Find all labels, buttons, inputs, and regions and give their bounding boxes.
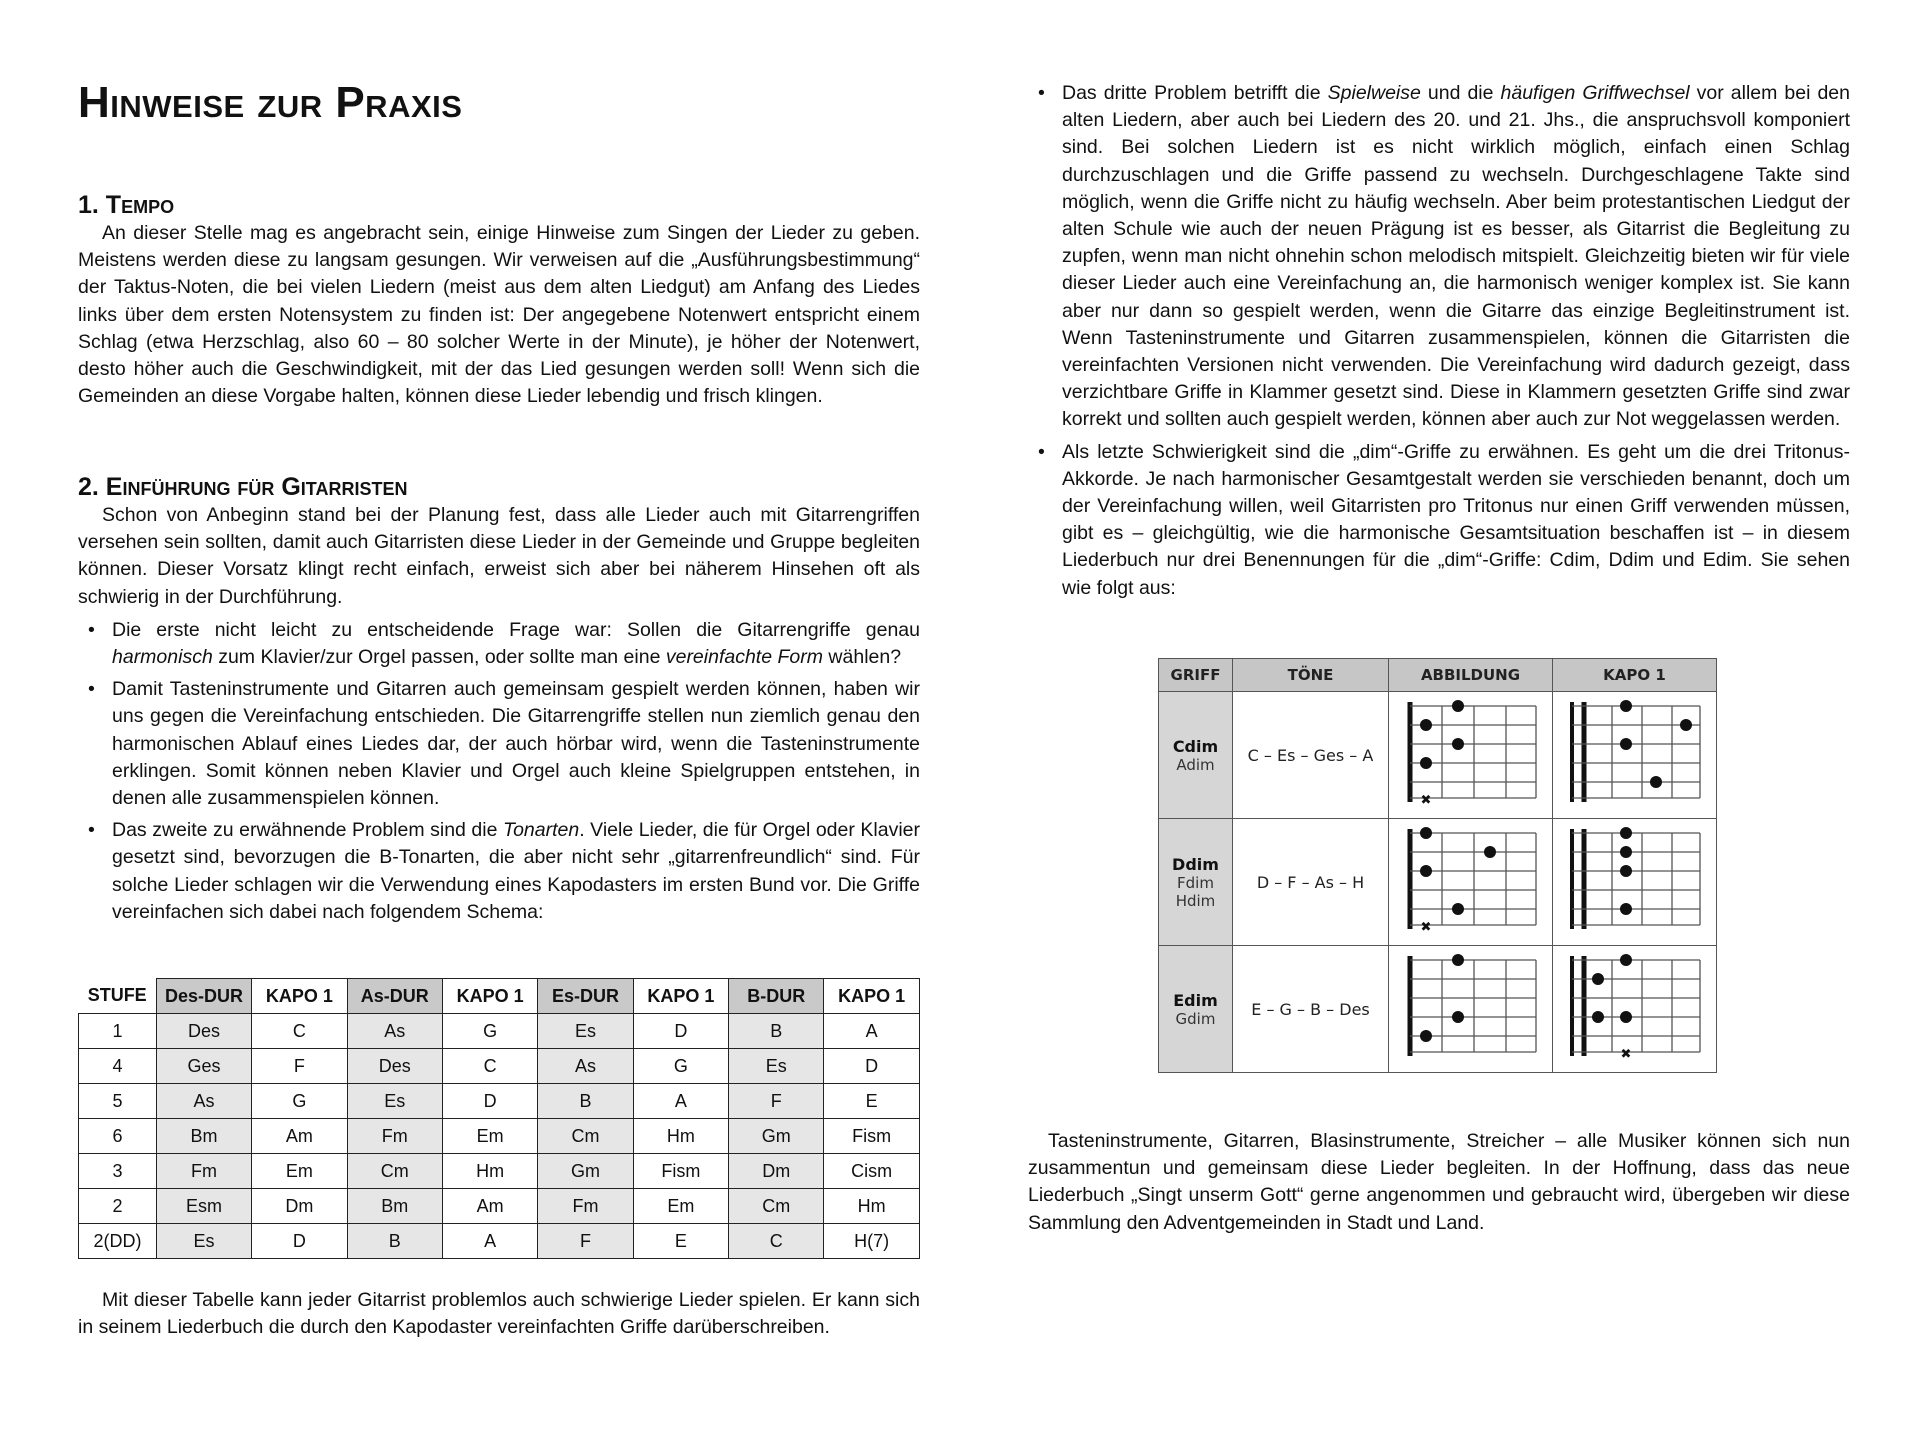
dim-row-edim xyxy=(1159,946,1717,1073)
right-bullet-list xyxy=(1028,80,1850,607)
kapo-header-cell: KAPO 1 xyxy=(633,979,729,1014)
tones-cell: E – G – B – Des xyxy=(1233,946,1389,1073)
dim-header-griff: GRIFF xyxy=(1159,659,1233,692)
table-cell: D xyxy=(252,1224,348,1259)
table-cell: Fism xyxy=(633,1154,729,1189)
table-cell: Cm xyxy=(729,1189,824,1224)
table-cell: Dm xyxy=(729,1154,824,1189)
table-cell: 4 xyxy=(79,1049,157,1084)
table-cell: F xyxy=(252,1049,348,1084)
after-table-paragraph: Mit dieser Tabelle kann jeder Gitarrist problemlos auch schwierige Lieder spielen. Er kann sich in seinem Liederbuch die durch den Kapodaster vereinfachten Griffe darüberschreiben. xyxy=(78,1289,920,1339)
table-row xyxy=(79,1119,920,1154)
table-cell: 1 xyxy=(79,1014,157,1049)
closing-paragraph: Tasteninstrumente, Gitarren, Blasinstrumente, Streicher – alle Musiker können sich nun zusammentun und gemeinsam diese Lieder begleiten. In der Hoffnung, dass das neue Liederbuch „Singt unserm Gott“ gerne angenommen und gebraucht wird, übergeben wir diese Sammlung den Adventgemeinden in Stadt und Land. xyxy=(1028,1130,1850,1234)
table-cell: 6 xyxy=(79,1119,157,1154)
table-cell: F xyxy=(729,1084,824,1119)
table-cell: 5 xyxy=(79,1084,157,1119)
table-cell: As xyxy=(347,1014,442,1049)
table-cell: A xyxy=(633,1084,729,1119)
table-cell: Fism xyxy=(824,1119,920,1154)
table-row xyxy=(79,1014,920,1049)
tones-cell: D – F – As – H xyxy=(1233,819,1389,946)
table-row xyxy=(79,1154,920,1189)
table-row xyxy=(79,1189,920,1224)
bullet-item-4: • Das dritte Problem betrifft die Spielweise und die häufigen Griffwechsel vor allem bei den alten Liedern, aber auch bei Liedern des 20. und 21. Jhs., die anspruchsvoll komponiert sind. Bei solchen Liedern ist es nicht wirklich möglich, einfach einen Schlag durchzuschlagen und die Griffe passend zu wechseln. Durchgeschlagene Takte sind möglich, wenn die Griffe nicht zu häufig wechseln. Aber beim protestantischen Liedgut der alten Schule wie auch der neuen Prägung ist es besser, als Gitarrist die Begleitung zu zupfen, wenn man nicht ohnehin schon melodisch mitspielt. Gleichzeitig bieten wir für viele dieser Lieder auch eine Vereinfachung an, die harmonisch weniger komplex ist. Sie kann aber nur dann so gespielt werden, wenn die Gitarre das einzige Begleitinstrument ist. Wenn Tasteninstrumente und Gitarren zusammenspielen, können die Gitarristen die vereinfachten Versionen nicht verwenden. Die Vereinfachung wird dadurch gezeigt, dass verzichtbare Griffe in Klammer gesetzt sind. Diese in Klammern gesetzten Griffe sind zwar korrekt und sollten auch gespielt werden, können aber auch zur Not weggelassen werden. xyxy=(1028,80,1850,434)
fretboard-kapo-icon xyxy=(1560,821,1710,939)
table-cell: D xyxy=(824,1049,920,1084)
table-cell: Gm xyxy=(538,1154,633,1189)
chord-diagram-cdim xyxy=(1389,692,1553,819)
table-cell: Am xyxy=(442,1189,538,1224)
table-cell: Hm xyxy=(824,1189,920,1224)
table-cell: Hm xyxy=(633,1119,729,1154)
kapo-header-cell: As-DUR xyxy=(347,979,442,1014)
chord-diagram-cdim-kapo xyxy=(1553,692,1717,819)
table-cell: Es xyxy=(729,1049,824,1084)
chord-diagram-edim xyxy=(1389,946,1553,1073)
table-cell: Esm xyxy=(156,1189,251,1224)
chord-diagram-edim-kapo xyxy=(1553,946,1717,1073)
table-cell: E xyxy=(824,1084,920,1119)
section-heading-guitar: 2. Einführung für Gitarristen xyxy=(78,473,408,501)
dim-header-toene: TÖNE xyxy=(1233,659,1389,692)
kapo-header-cell: KAPO 1 xyxy=(252,979,348,1014)
section-guitar xyxy=(78,472,920,931)
bullet-item-5: • Als letzte Schwierigkeit sind die „dim“-Griffe zu erwähnen. Es geht um die drei Tritonus-Akkorde. Je nach harmonischer Gesamtgestalt werden sie verschieden benannt, doch um der Vereinfachung willen, weil Gitarristen pro Tritonus nur einen Griff verwenden müssen, gibt es – gleichgültig, wie die harmonische Gesamtsituation beschaffen ist – in diesem Liederbuch nur drei Benennungen für die „dim“-Griffe: Cdim, Ddim und Edim. Sie sehen wie folgt aus: xyxy=(1028,439,1850,602)
table-cell: B xyxy=(729,1014,824,1049)
table-cell: Des xyxy=(347,1049,442,1084)
table-cell: Fm xyxy=(347,1119,442,1154)
dim-chord-table xyxy=(1158,658,1717,1073)
fretboard-icon xyxy=(1396,821,1546,939)
table-row xyxy=(79,1084,920,1119)
table-cell: C xyxy=(729,1224,824,1259)
table-cell: Ges xyxy=(156,1049,251,1084)
table-cell: Em xyxy=(442,1119,538,1154)
chord-diagram-ddim-kapo xyxy=(1553,819,1717,946)
dim-row-cdim xyxy=(1159,692,1717,819)
table-cell: 2 xyxy=(79,1189,157,1224)
kapo-header-cell: Es-DUR xyxy=(538,979,633,1014)
table-cell: Des xyxy=(156,1014,251,1049)
table-cell: Cm xyxy=(347,1154,442,1189)
table-cell: G xyxy=(442,1014,538,1049)
table-cell: Es xyxy=(347,1084,442,1119)
table-cell: Fm xyxy=(156,1154,251,1189)
table-row xyxy=(79,1049,920,1084)
kapo-table xyxy=(78,978,920,1259)
dim-table-wrap xyxy=(1158,658,1717,1073)
table-cell: D xyxy=(442,1084,538,1119)
kapo-header-cell: B-DUR xyxy=(729,979,824,1014)
table-cell: Em xyxy=(252,1154,348,1189)
tempo-paragraph: An dieser Stelle mag es angebracht sein, einige Hinweise zum Singen der Lieder zu geben. Meistens werden diese zu langsam gesungen. Wir verweisen auf die „Ausführungsbestimmung“ der Taktus-Noten, die bei vielen Liedern (meist aus dem alten Liedgut) am Anfang des Liedes links über dem ersten Notensystem zu finden ist: Der angegebene Notenwert entspricht einem Schlag (etwa Herzschlag, also 60 – 80 solcher Werte in der Minute), je höher der Notenwert, desto höher auch die Geschwindigkeit, mit der das Lied gesungen werden soll! Wenn sich die Gemeinden an diese Vorgabe halten, können diese Lieder lebendig und frisch klingen. xyxy=(78,222,920,408)
guitar-bullet-list xyxy=(78,617,920,926)
table-cell: C xyxy=(442,1049,538,1084)
table-cell: Es xyxy=(538,1014,633,1049)
page-title: Hinweise zur Praxis xyxy=(78,78,463,127)
table-cell: Hm xyxy=(442,1154,538,1189)
fretboard-icon xyxy=(1396,694,1546,812)
table-cell: Em xyxy=(633,1189,729,1224)
griff-cell: Ddim Fdim Hdim xyxy=(1159,819,1233,946)
table-cell: B xyxy=(347,1224,442,1259)
table-cell: C xyxy=(252,1014,348,1049)
table-cell: F xyxy=(538,1224,633,1259)
svg-text:✖: ✖ xyxy=(1420,920,1431,935)
table-cell: Fm xyxy=(538,1189,633,1224)
table-cell: G xyxy=(633,1049,729,1084)
dim-header-kapo: KAPO 1 xyxy=(1553,659,1717,692)
table-cell: Bm xyxy=(156,1119,251,1154)
table-cell: Dm xyxy=(252,1189,348,1224)
dim-header-abbildung: ABBILDUNG xyxy=(1389,659,1553,692)
table-cell: E xyxy=(633,1224,729,1259)
guitar-intro-paragraph: Schon von Anbeginn stand bei der Planung fest, dass alle Lieder auch mit Gitarrengriffen versehen sein sollten, damit auch Gitarristen diese Lieder in der Gemeinde und Gruppe begleiten können. Dieser Vorsatz klingt recht einfach, erweist sich aber bei näherem Hinsehen oft als schwierig in der Durchführung. xyxy=(78,504,920,608)
griff-cell: Cdim Adim xyxy=(1159,692,1233,819)
table-cell: D xyxy=(633,1014,729,1049)
kapo-header-cell: KAPO 1 xyxy=(442,979,538,1014)
table-row xyxy=(79,1224,920,1259)
bullet-item-3: • Das zweite zu erwähnende Problem sind die Tonarten. Viele Lieder, die für Orgel oder Klavier gesetzt sind, bevorzugen die B-Tonarten, die aber nicht sehr „gitarrenfreundlich“ sind. Für solche Lieder schlagen wir die Verwendung eines Kapodasters im ersten Bund vor. Die Griffe vereinfachen sich dabei nach folgendem Schema: xyxy=(78,817,920,926)
section-heading-tempo: 1. Tempo xyxy=(78,191,175,219)
fretboard-kapo-icon xyxy=(1560,948,1710,1066)
table-cell: A xyxy=(824,1014,920,1049)
table-cell: As xyxy=(156,1084,251,1119)
table-cell: As xyxy=(538,1049,633,1084)
griff-cell: Edim Gdim xyxy=(1159,946,1233,1073)
svg-text:✖: ✖ xyxy=(1420,793,1431,808)
kapo-header-cell: Des-DUR xyxy=(156,979,251,1014)
dim-row-ddim xyxy=(1159,819,1717,946)
kapo-header-cell: KAPO 1 xyxy=(824,979,920,1014)
table-cell: Gm xyxy=(729,1119,824,1154)
table-cell: G xyxy=(252,1084,348,1119)
table-cell: Am xyxy=(252,1119,348,1154)
section-tempo xyxy=(78,190,920,410)
svg-text:✖: ✖ xyxy=(1620,1047,1631,1062)
table-cell: Cism xyxy=(824,1154,920,1189)
kapo-table-wrap xyxy=(78,978,920,1259)
fretboard-kapo-icon xyxy=(1560,694,1710,812)
table-cell: Es xyxy=(156,1224,251,1259)
tones-cell: C – Es – Ges – A xyxy=(1233,692,1389,819)
table-cell: 3 xyxy=(79,1154,157,1189)
table-cell: A xyxy=(442,1224,538,1259)
table-cell: Bm xyxy=(347,1189,442,1224)
kapo-header-cell: STUFE xyxy=(79,979,157,1014)
bullet-item-2: • Damit Tasteninstrumente und Gitarren auch gemeinsam gespielt werden können, haben wir uns gegen die Vereinfachung entschieden. Die Gitarrengriffe stellen nun ziemlich genau den harmonischen Ablauf eines Liedes dar, der auch hörbar wird, wenn die Tasteninstrumente erklingen. Somit können neben Klavier und Orgel auch kleine Spielgruppen entstehen, in denen alle zusammenspielen können. xyxy=(78,676,920,812)
table-cell: 2(DD) xyxy=(79,1224,157,1259)
bullet-item-1: • Die erste nicht leicht zu entscheidende Frage war: Sollen die Gitarrengriffe genau harmonisch zum Klavier/zur Orgel passen, oder sollte man eine vereinfachte Form wählen? xyxy=(78,617,920,671)
table-cell: Cm xyxy=(538,1119,633,1154)
table-cell: H(7) xyxy=(824,1224,920,1259)
fretboard-icon xyxy=(1396,948,1546,1066)
table-cell: B xyxy=(538,1084,633,1119)
chord-diagram-ddim xyxy=(1389,819,1553,946)
